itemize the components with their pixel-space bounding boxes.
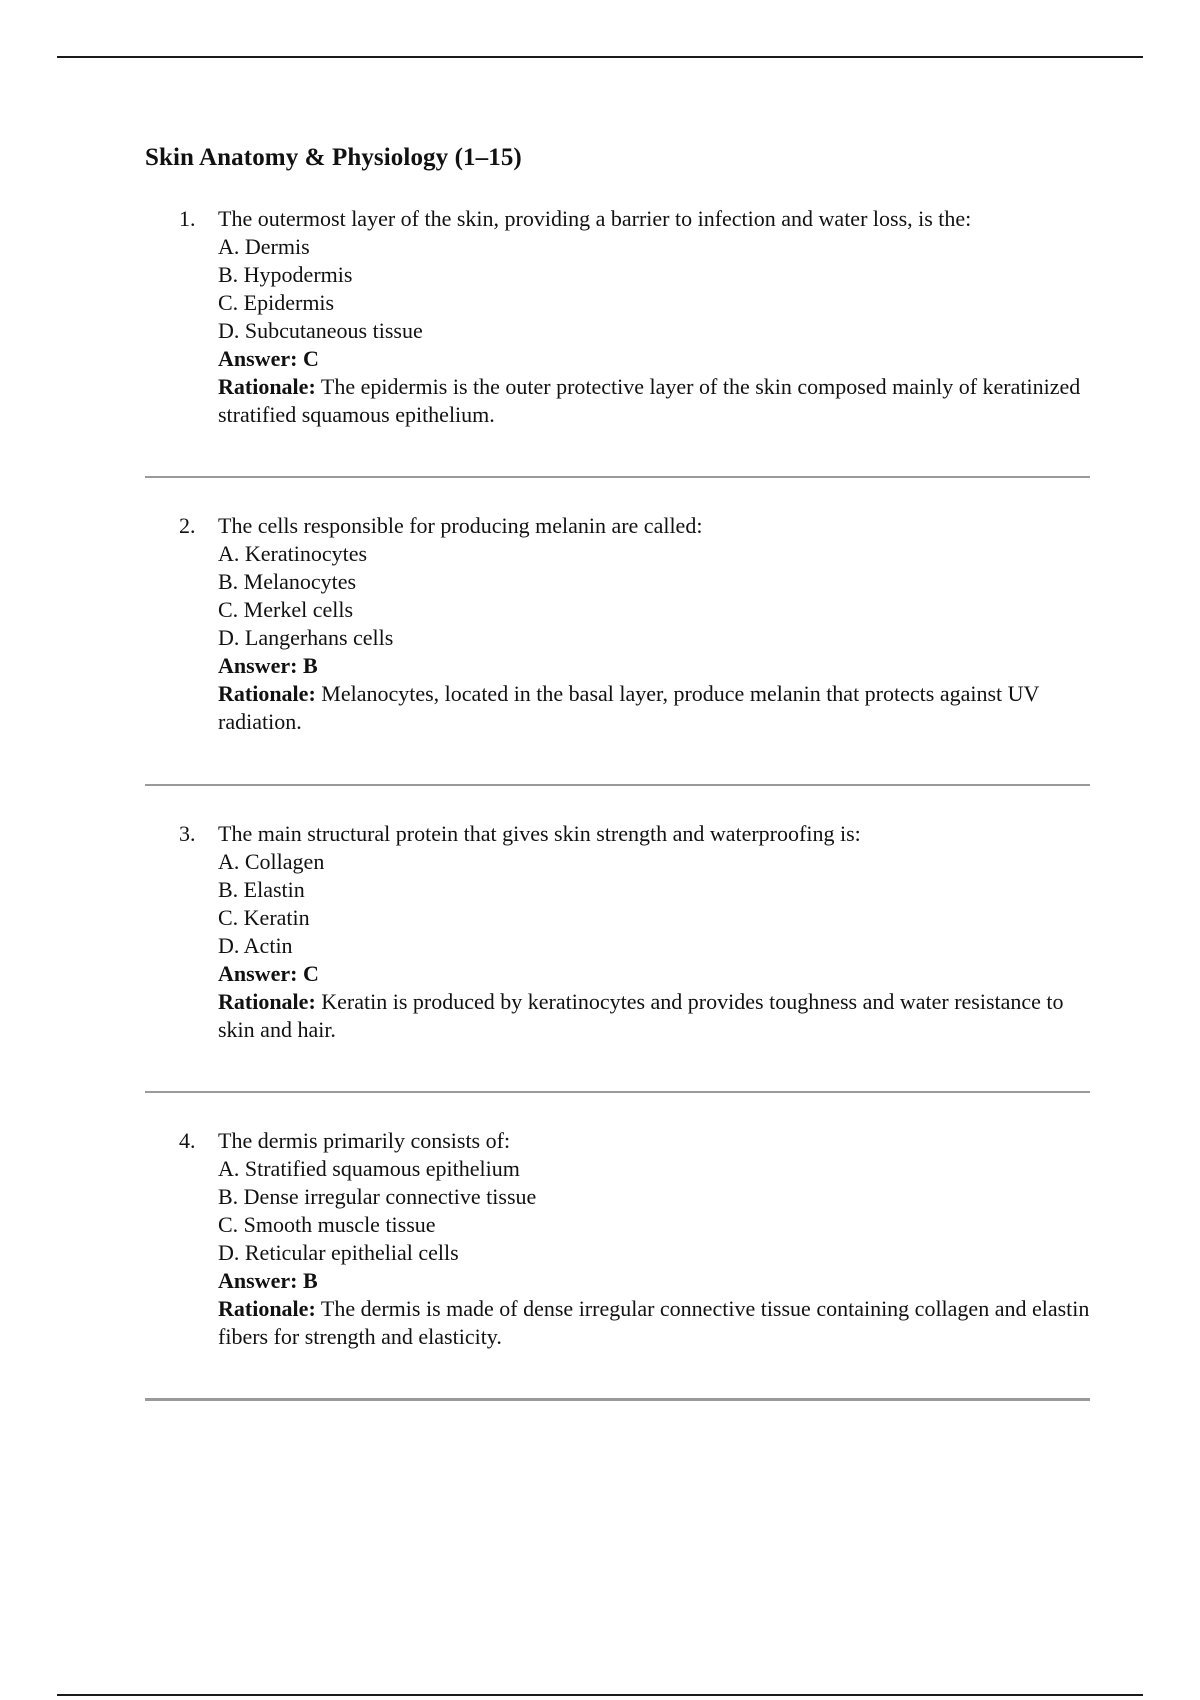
option-a: A. Keratinocytes [218, 541, 368, 566]
question-stem: The outermost layer of the skin, providing a barrier to infection and water loss, is the: [218, 206, 972, 231]
rationale-text: The dermis is made of dense irregular connective tissue containing collagen and elastin fibers for strength and elasticity. [218, 1296, 1090, 1349]
option-d: D. Langerhans cells [218, 625, 394, 650]
answer-label: Answer: [218, 961, 298, 986]
question-body [145, 205, 1090, 429]
rationale-line [218, 1295, 1090, 1351]
answer-line [218, 345, 1090, 373]
option-c: C. Epidermis [218, 290, 335, 315]
option-c: C. Merkel cells [218, 597, 354, 622]
question-stem: The dermis primarily consists of: [218, 1128, 511, 1153]
answer-value: C [302, 346, 319, 371]
option-a: A. Dermis [218, 234, 310, 259]
question-stem: The cells responsible for producing melanin are called: [218, 513, 703, 538]
option-d: D. Reticular epithelial cells [218, 1240, 459, 1265]
rationale-text: Melanocytes, located in the basal layer, produce melanin that protects against UV radiation. [218, 681, 1040, 734]
option-b: B. Melanocytes [218, 569, 357, 594]
question-number: 3. [179, 821, 196, 846]
answer-label: Answer: [218, 653, 298, 678]
question-item [145, 205, 1090, 429]
answer-label: Answer: [218, 1268, 298, 1293]
rationale-text: Keratin is produced by keratinocytes and provides toughness and water resistance to skin and hair. [218, 989, 1064, 1042]
question-item [145, 512, 1090, 736]
rationale-label: Rationale: [218, 374, 316, 399]
option-a: A. Stratified squamous epithelium [218, 1156, 520, 1181]
question-item [145, 820, 1090, 1044]
page-bottom-rule [57, 1694, 1143, 1696]
rationale-label: Rationale: [218, 1296, 316, 1321]
question-separator [145, 784, 1090, 786]
answer-label: Answer: [218, 346, 298, 371]
question-number: 2. [179, 513, 196, 538]
answer-value: B [302, 1268, 318, 1293]
question-separator [145, 1398, 1090, 1401]
rationale-line [218, 373, 1090, 429]
answer-line [218, 1267, 1090, 1295]
question-stem: The main structural protein that gives skin strength and waterproofing is: [218, 821, 861, 846]
section-title: Skin Anatomy & Physiology (1–15) [145, 144, 522, 171]
option-b: B. Hypodermis [218, 262, 353, 287]
question-separator [145, 476, 1090, 478]
rationale-line [218, 680, 1090, 736]
rationale-line [218, 988, 1090, 1044]
answer-value: B [302, 653, 318, 678]
rationale-label: Rationale: [218, 681, 316, 706]
option-c: C. Keratin [218, 905, 310, 930]
option-b: B. Elastin [218, 877, 305, 902]
rationale-label: Rationale: [218, 989, 316, 1014]
option-d: D. Actin [218, 933, 293, 958]
question-separator [145, 1091, 1090, 1093]
option-b: B. Dense irregular connective tissue [218, 1184, 537, 1209]
question-body [145, 1127, 1090, 1351]
question-number: 4. [179, 1128, 196, 1153]
answer-value: C [302, 961, 319, 986]
question-item [145, 1127, 1090, 1351]
rationale-text: The epidermis is the outer protective layer of the skin composed mainly of keratinized stratified squamous epithelium. [218, 374, 1081, 427]
question-body [145, 512, 1090, 736]
answer-line [218, 960, 1090, 988]
option-d: D. Subcutaneous tissue [218, 318, 423, 343]
page-top-rule [57, 56, 1143, 58]
option-c: C. Smooth muscle tissue [218, 1212, 436, 1237]
question-number: 1. [179, 206, 196, 231]
answer-line [218, 652, 1090, 680]
option-a: A. Collagen [218, 849, 325, 874]
question-body [145, 820, 1090, 1044]
